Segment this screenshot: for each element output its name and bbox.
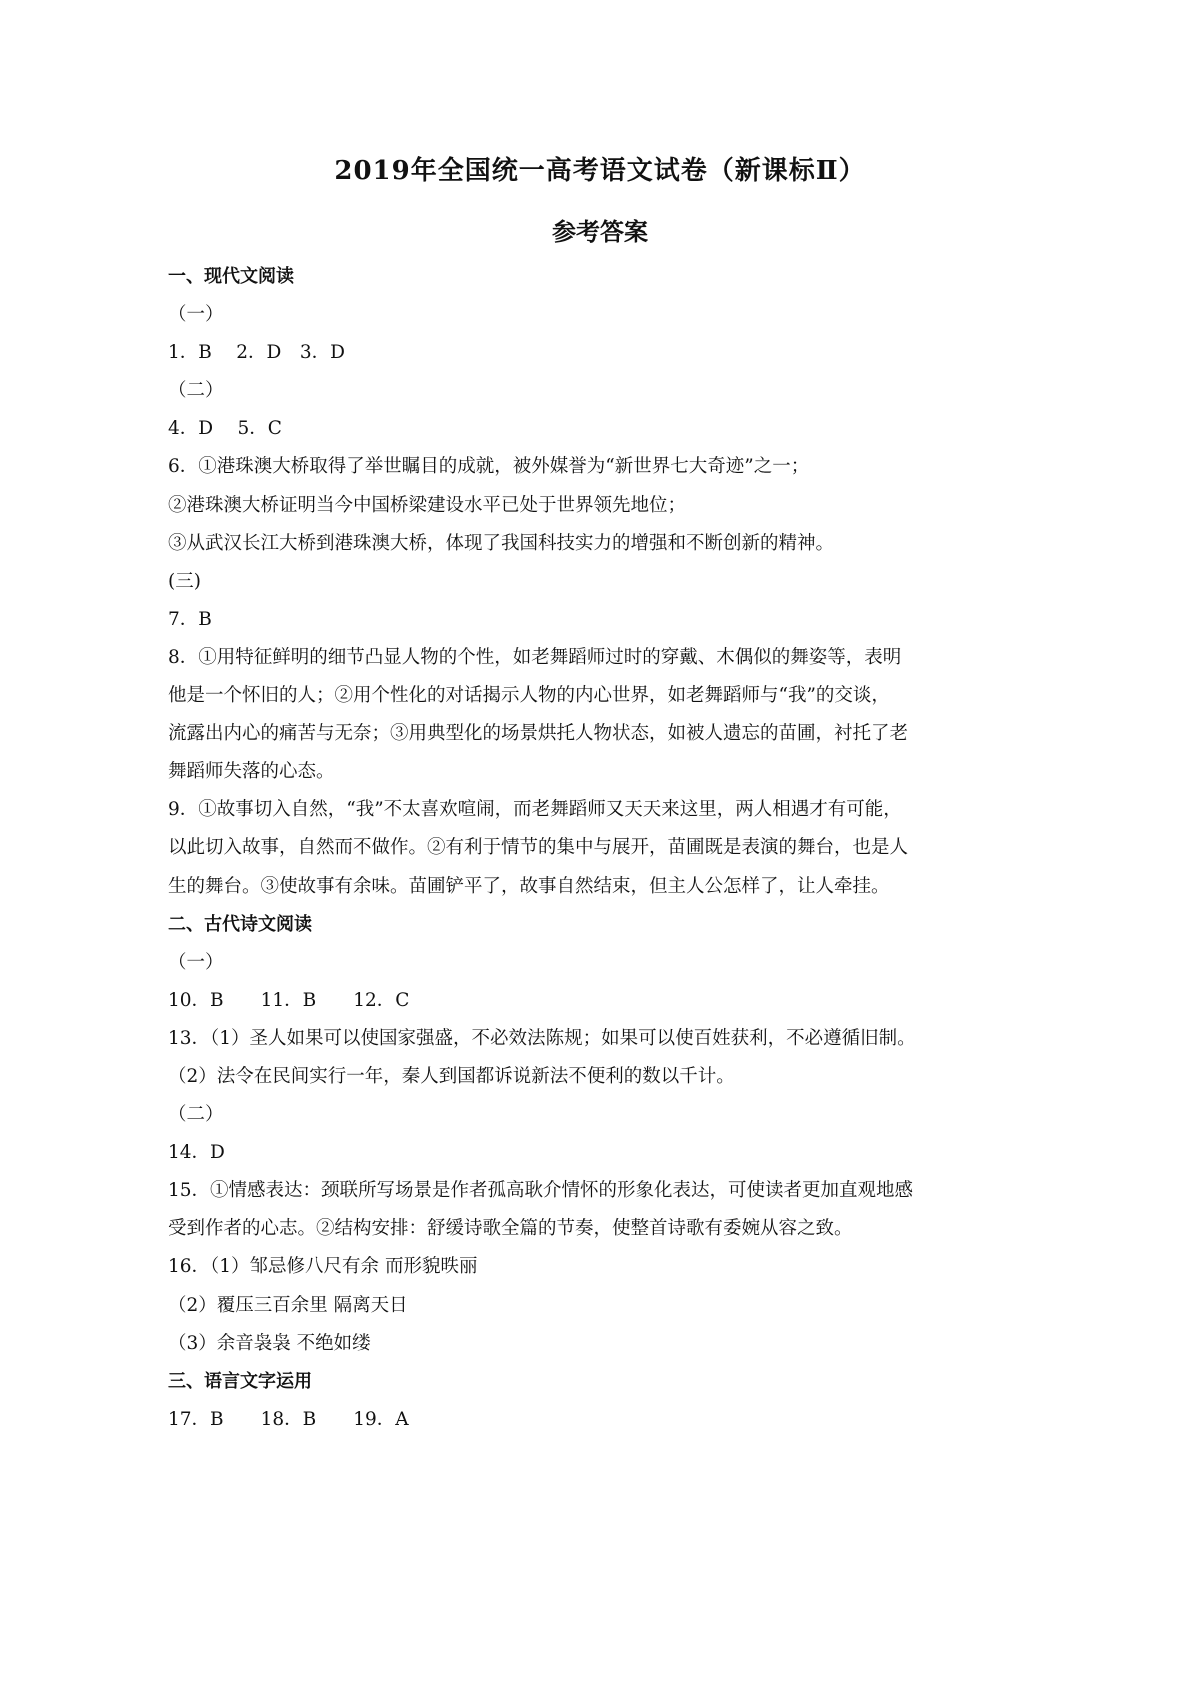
answer-line: （二） [168,380,224,402]
answer-line: 7．B [168,608,212,630]
answer-line: 10．B 11．B 12．C [168,989,410,1011]
answer-line: （一） [168,951,224,973]
answer-line: 14．D [168,1142,225,1164]
answer-line: ③从武汉长江大桥到港珠澳大桥，体现了我国科技实力的增强和不断创新的精神。 [168,532,835,554]
answer-line: 4．D 5．C [168,418,282,440]
answer-line: （3）余音袅袅 不绝如缕 [168,1332,371,1354]
answer-line: 舞蹈师失落的心态。 [168,761,335,783]
answer-line: 8．①用特征鲜明的细节凸显人物的个性，如老舞蹈师过时的穿戴、木偶似的舞姿等，表明 [168,646,902,668]
section-heading: 一、现代文阅读 [168,266,294,287]
document-title: 2019年全国统一高考语文试卷（新课标Ⅱ） [334,156,866,186]
answer-line: 6．①港珠澳大桥取得了举世瞩目的成就，被外媒誉为“新世界七大奇迹”之一； [168,456,810,478]
answer-line: （2）法令在民间实行一年，秦人到国都诉说新法不便利的数以千计。 [168,1065,735,1087]
answer-line: 15．①情感表达：颈联所写场景是作者孤高耿介情怀的形象化表达，可使读者更加直观地感 [168,1180,914,1202]
answer-line: （2）覆压三百余里 隔离天日 [168,1294,408,1316]
answer-line: 生的舞台。③使故事有余味。苗圃铲平了，故事自然结束，但主人公怎样了，让人牵挂。 [168,875,890,897]
answer-line: ②港珠澳大桥证明当今中国桥梁建设水平已处于世界领先地位； [168,494,687,516]
section-heading: 三、语言文字运用 [168,1370,312,1392]
answer-line: 1．B 2．D 3．D [168,342,345,364]
answer-line: 9．①故事切入自然，“我”不太喜欢喧闹，而老舞蹈师又天天来这里，两人相遇才有可能， [168,799,902,821]
answer-line: 流露出内心的痛苦与无奈；③用典型化的场景烘托人物状态，如被人遗忘的苗圃，衬托了老 [168,723,909,745]
answer-line: 受到作者的心志。②结构安排：舒缓诗歌全篇的节奏，使整首诗歌有委婉从容之致。 [168,1218,853,1240]
section-heading: 二、古代诗文阅读 [168,913,312,935]
answer-line: （一） [168,304,224,326]
answer-line: 他是一个怀旧的人；②用个性化的对话揭示人物的内心世界，如老舞蹈师与“我”的交谈， [168,685,890,707]
answer-list [168,258,958,1439]
answer-line: (三) [168,570,201,592]
document-subtitle: 参考答案 [552,217,648,246]
answer-line: 16．（1）邹忌修八尺有余 而形貌昳丽 [168,1256,478,1278]
answer-line: （二） [168,1104,224,1126]
answer-line: 13．（1）圣人如果可以使国家强盛，不必效法陈规；如果可以使百姓获利，不必遵循旧制。 [168,1027,916,1049]
answer-line: 17．B 18．B 19．A [168,1408,409,1430]
answer-line: 以此切入故事，自然而不做作。②有利于情节的集中与展开，苗圃既是表演的舞台，也是人 [168,837,909,859]
